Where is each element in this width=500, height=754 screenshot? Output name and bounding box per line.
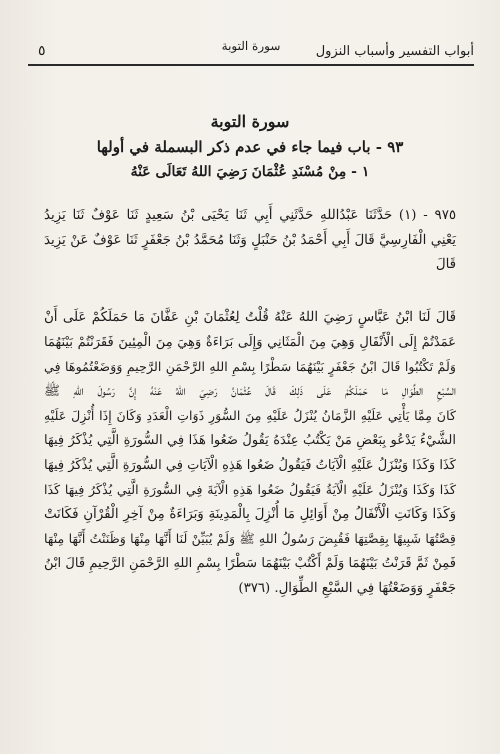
text-line: قَالَ [435, 257, 456, 273]
page-number: ٥ [38, 43, 46, 59]
text-line: وَكَذَا وَكَانَتِ الْأَنْفَالُ مِنْ أَوَائِلِ مَا أُنْزِلَ بِالْمَدِينَةِ وَبَرَاءَةٌ مِنْ آخِرِ الْقُرْآنِ فَكَانَتْ [44, 506, 456, 522]
text-line: وَلَمْ تَكْتُبُوا قَالَ ابْنُ جَعْفَرٍ بَيْنَهُمَا سَطْرًا بِسْمِ اللهِ الرَّحْمَنِ الرَّحِيمِ وَوَضَعْتُمُوهَا فِي [44, 359, 456, 375]
text-line: قِصَّتُهَا شَبِيهًا بِقِصَّتِهَا فَقُبِضَ رَسُولُ اللهِ ﷺ وَلَمْ يُبَيِّنْ لَنَا أَنَّهَا مِنْهَا وَظَنَنْتُ أَنَّهَا مِنْهَا [44, 531, 456, 547]
surah-heading: سورة التوبة [210, 112, 290, 131]
isnad-paragraph [44, 204, 456, 278]
text-line: عَمَدْتُمْ إِلَى الْأَنْفَالِ وَهِيَ مِنَ الْمَثَانِي وَإِلَى بَرَاءَةٌ وَهِيَ مِنَ الْمِئِينَ فَقَرَنْتُمْ بَيْنَهُمَا [44, 334, 456, 350]
text-line: السَّبْعِ الطِّوَالِ مَا حَمَلَكُمْ عَلَى ذَلِكَ قَالَ عُثْمَانُ رَضِيَ اللهُ عَنْهُ إِنَّ رَسُولَ اللهِ ﷺ [44, 383, 456, 399]
text-line: يَعْنِي الْفَارِسِيَّ قَالَ أَبِي أَحْمَدُ بْنُ حَنْبَلٍ وَثَنَا مُحَمَّدُ بْنُ جَعْفَرٍ ثَنَا عَوْفٌ عَنْ يَزِيدَ [44, 232, 456, 248]
running-header [28, 34, 474, 66]
matn-paragraph [44, 306, 456, 601]
text-line: جَعْفَرٍ وَوَضَعْتُهَا فِي السَّبْعِ الطِّوَالِ. (٣٧٦) [238, 580, 456, 596]
text-line: كَانَ مِمَّا يَأْتِي عَلَيْهِ الزَّمَانُ يُنْزَلُ عَلَيْهِ مِنَ السُّوَرِ ذَوَاتِ الْعَدَدِ وَكَانَ إِذَا أُنْزِلَ عَلَيْهِ [44, 408, 456, 424]
book-title: أبواب التفسير وأسباب النزول [315, 44, 474, 59]
text-line: الشَّيْءُ يَدْعُو بِبَعْضِ مَنْ يَكْتُبُ عِنْدَهُ يَقُولُ ضَعُوا هَذَا فِي السُّورَةِ الَّتِي يُذْكَرُ فِيهَا [44, 432, 456, 448]
text-line: كَذَا وَكَذَا وَيُنْزَلُ عَلَيْهِ الْآيَةُ فَيَقُولُ ضَعُوا هَذِهِ الْآيَةَ فِي السُّورَةِ الَّتِي يُذْكَرُ فِيهَا كَذَا [44, 482, 456, 498]
section-heading: ١ - مِنْ مُسْنَدِ عُثْمَانَ رَضِيَ اللهُ تَعَالَى عَنْهُ [130, 164, 370, 180]
text-line: قَالَ لَنَا ابْنُ عَبَّاسٍ رَضِيَ اللهُ عَنْهُ قُلْتُ لِعُثْمَانَ بْنِ عَفَّانَ مَا حَمَلَكُمْ عَلَى أَنْ [44, 310, 456, 325]
text-line: ٩٧٥ - (١) حَدَّثَنَا عَبْدُاللهِ حَدَّثَنِي أَبِي ثَنَا يَحْيَى بْنُ سَعِيدٍ ثَنَا عَوْفٌ ثَنَا يَزِيدُ [44, 208, 456, 223]
text-line: كَذَا وَكَذَا وَيُنْزَلُ عَلَيْهِ الْآيَاتُ فَيَقُولُ ضَعُوا هَذِهِ الْآيَاتِ فِي السُّورَةِ الَّتِي يُذْكَرُ فِيهَا [44, 457, 456, 473]
chapter-heading: ٩٣ - باب فيما جاء في عدم ذكر البسملة في أولها [96, 138, 404, 156]
text-line: فَمِنْ ثَمَّ قَرَنْتُ بَيْنَهُمَا وَلَمْ أَكْتُبْ بَيْنَهُمَا سَطْرًا بِسْمِ اللهِ الرَّحْمَنِ الرَّحِيمِ قَالَ ابْنُ [44, 555, 456, 571]
running-surah-title: سورة التوبة [221, 39, 281, 53]
